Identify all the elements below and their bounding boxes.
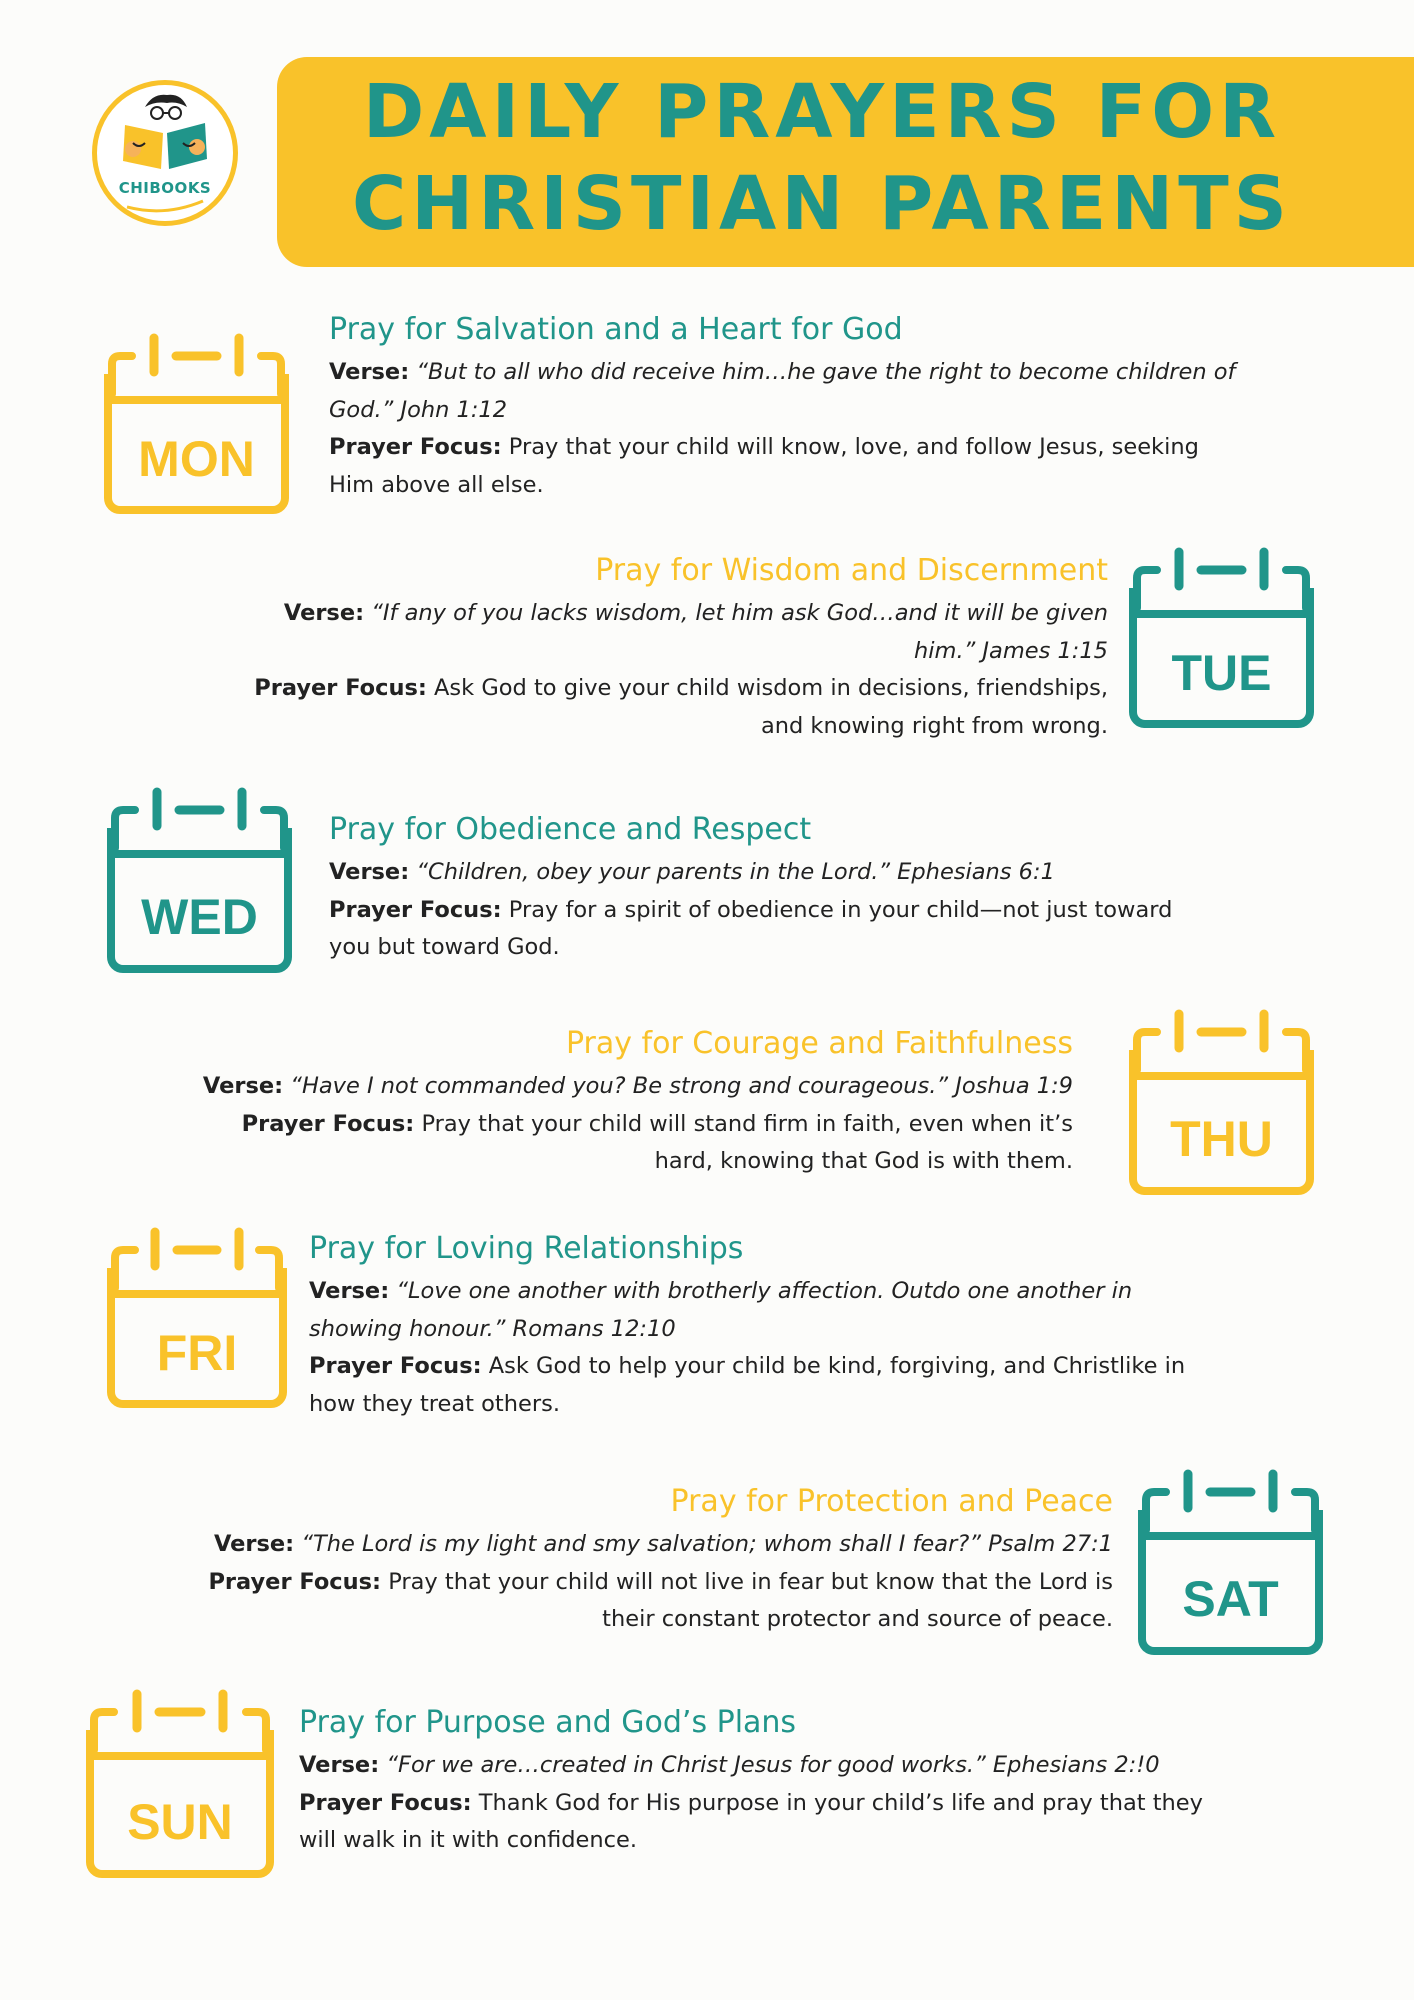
calendar-icon <box>107 1228 287 1408</box>
day-label: THU <box>1170 1111 1273 1167</box>
focus-label: Prayer Focus: <box>241 1110 415 1137</box>
day-label: TUE <box>1171 645 1272 701</box>
calendar-sun <box>86 1690 274 1878</box>
focus-label: Prayer Focus: <box>208 1568 382 1595</box>
focus-line <box>309 1348 1339 1423</box>
focus-line <box>100 1106 1073 1181</box>
prayer-heading: Pray for Obedience and Respect <box>329 812 812 847</box>
verse-line <box>150 595 1108 670</box>
verse-line <box>309 1273 1339 1348</box>
day-label: SUN <box>127 1794 233 1850</box>
day-label: WED <box>141 889 258 945</box>
day-label: SAT <box>1182 1571 1279 1627</box>
verse-label: Verse: <box>283 600 365 626</box>
calendar-tue <box>1129 548 1314 728</box>
focus-text-cont: how they treat others. <box>309 1390 560 1417</box>
prayer-heading: Pray for Loving Relationships <box>309 1231 744 1266</box>
day-label: MON <box>138 431 255 487</box>
verse-line <box>299 1747 1339 1785</box>
calendar-sat <box>1138 1470 1323 1655</box>
calendar-icon <box>1138 1470 1323 1655</box>
verse-label: Verse: <box>309 1278 390 1304</box>
verse-line <box>100 1068 1073 1106</box>
verse-label: Verse: <box>329 359 410 385</box>
calendar-thu <box>1129 1010 1314 1195</box>
focus-text: Pray that your child will know, love, and follow Jesus, seeking <box>508 434 1199 460</box>
focus-text: Pray that your child will not live in fear but know that the Lord is <box>388 1568 1113 1595</box>
verse-text-cont: God.” John 1:12 <box>329 396 508 423</box>
page-title <box>277 66 1367 250</box>
verse-text-cont: showing honour.” Romans 12:10 <box>309 1315 676 1342</box>
focus-text: Ask God to give your child wisdom in decisions, friendships, <box>434 675 1108 701</box>
calendar-icon <box>1129 548 1314 728</box>
page-title-line-2: CHRISTIAN PARENTS <box>352 161 1292 247</box>
prayer-entry-sun <box>299 1703 1339 1860</box>
calendar-icon <box>1129 1010 1314 1195</box>
verse-text-cont: him.” James 1:15 <box>914 637 1108 664</box>
calendar-icon <box>107 788 292 973</box>
calendar-mon <box>104 334 289 514</box>
verse-label: Verse: <box>299 1752 380 1778</box>
focus-line <box>299 1785 1339 1860</box>
prayer-entry-fri <box>309 1229 1339 1423</box>
verse-text: “But to all who did receive him…he gave the right to become children of <box>416 359 1236 385</box>
focus-text: Ask God to help your child be kind, forgiving, and Christlike in <box>488 1353 1186 1379</box>
focus-line <box>329 429 1339 504</box>
prayer-heading: Pray for Purpose and God’s Plans <box>299 1705 797 1740</box>
focus-text: Pray that your child will stand firm in faith, even when it’s <box>421 1110 1073 1137</box>
focus-label: Prayer Focus: <box>329 434 502 460</box>
prayer-entry-mon <box>329 310 1339 504</box>
focus-text-cont: and knowing right from wrong. <box>760 712 1108 739</box>
verse-label: Verse: <box>202 1073 284 1099</box>
prayer-heading: Pray for Salvation and a Heart for God <box>329 312 903 347</box>
verse-line <box>329 354 1339 429</box>
verse-line <box>329 854 1339 892</box>
focus-text: Thank God for His purpose in your child’s life and pray that they <box>478 1789 1203 1816</box>
day-label: FRI <box>156 1325 238 1381</box>
verse-text: “If any of you lacks wisdom, let him ask God…and it will be given <box>371 600 1108 626</box>
focus-text: Pray for a spirit of obedience in your child—not just toward <box>508 896 1173 923</box>
focus-text-cont: Him above all else. <box>329 471 544 498</box>
focus-line <box>150 670 1108 745</box>
logo-text: CHIBOOKS <box>118 179 212 197</box>
page-title-line-1: DAILY PRAYERS FOR <box>362 69 1282 155</box>
focus-line <box>329 892 1339 967</box>
prayer-heading: Pray for Protection and Peace <box>670 1484 1113 1519</box>
focus-text-cont: you but toward God. <box>329 934 560 960</box>
focus-label: Prayer Focus: <box>309 1353 482 1379</box>
prayer-entry-tue <box>150 551 1108 745</box>
focus-label: Prayer Focus: <box>299 1789 472 1816</box>
calendar-icon <box>104 334 289 514</box>
verse-text: “Love one another with brotherly affection. Outdo one another in <box>396 1278 1133 1304</box>
calendar-fri <box>107 1228 287 1408</box>
prayer-heading: Pray for Courage and Faithfulness <box>565 1026 1073 1061</box>
verse-line <box>90 1526 1113 1564</box>
focus-label: Prayer Focus: <box>254 675 427 701</box>
prayer-entry-thu <box>100 1024 1073 1181</box>
focus-line <box>90 1564 1113 1639</box>
verse-text: “Have I not commanded you? Be strong and courageous.” Joshua 1:9 <box>290 1073 1073 1099</box>
prayer-heading: Pray for Wisdom and Discernment <box>595 553 1108 588</box>
focus-text-cont: will walk in it with confidence. <box>299 1827 638 1853</box>
chibooks-logo <box>92 80 238 226</box>
focus-text-cont: hard, knowing that God is with them. <box>654 1148 1073 1174</box>
prayer-entry-wed <box>329 810 1339 967</box>
verse-label: Verse: <box>329 859 410 885</box>
prayer-entry-sat <box>90 1482 1113 1639</box>
focus-text-cont: their constant protector and source of peace. <box>602 1606 1113 1632</box>
verse-text: “The Lord is my light and smy salvation; whom shall I fear?” Psalm 27:1 <box>301 1531 1113 1557</box>
calendar-wed <box>107 788 292 973</box>
verse-label: Verse: <box>213 1531 295 1557</box>
book-reader-icon <box>97 85 233 221</box>
verse-text: “Children, obey your parents in the Lord.” Ephesians 6:1 <box>416 859 1055 885</box>
verse-text: “For we are…created in Christ Jesus for good works.” Ephesians 2:!0 <box>386 1752 1160 1778</box>
focus-label: Prayer Focus: <box>329 896 502 923</box>
